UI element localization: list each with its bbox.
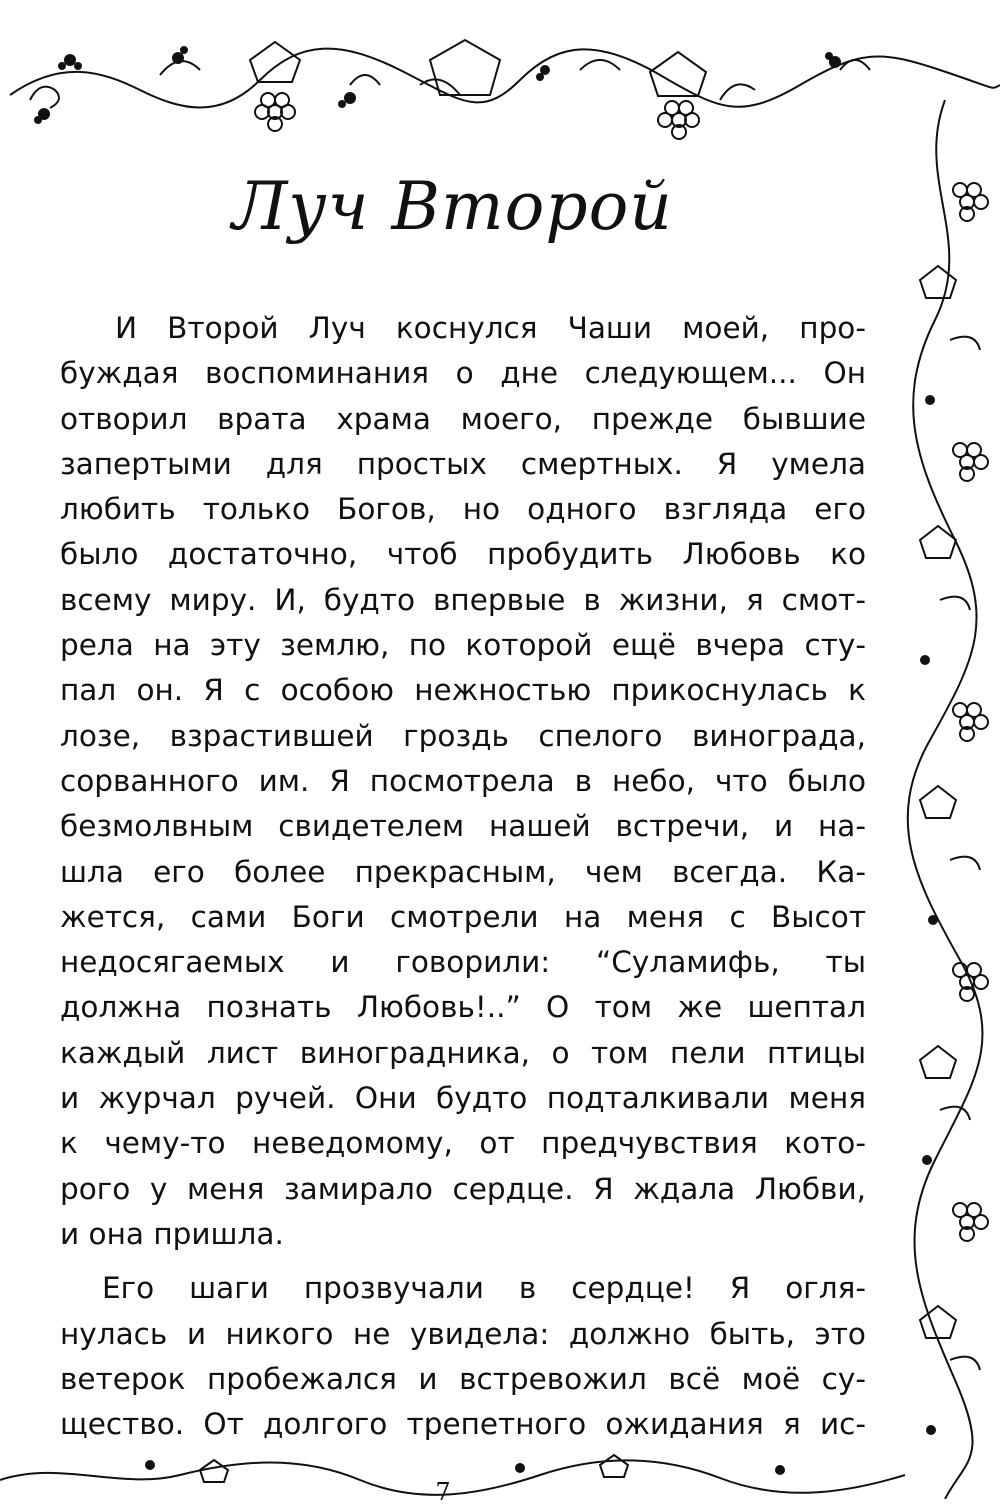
- text-line: было достаточно, чтоб пробудить Любовь ко: [60, 537, 866, 572]
- grapevine-top-border-icon: [0, 0, 1000, 150]
- grapevine-right-border-icon: [905, 100, 1000, 1499]
- text-line: безмолвным свидетелем нашей встречи, и на-: [60, 809, 866, 844]
- page-number: 7: [435, 1478, 451, 1506]
- text-line: и журчал ручей. Они будто подталкивали меня: [60, 1081, 866, 1116]
- text-line: каждый лист виноградника, о том пели птицы: [60, 1035, 866, 1070]
- text-line: и она пришла.: [60, 1216, 284, 1251]
- text-line: сорванного им. Я посмотрела в небо, что было: [60, 763, 866, 798]
- text-line: недосягаемых и говорили: “Суламифь, ты: [60, 945, 866, 980]
- chapter-title: Луч Второй: [232, 168, 673, 245]
- paragraph-1: [60, 306, 866, 1257]
- text-line: любить только Богов, но одного взгляда его: [60, 492, 866, 527]
- text-line: лозе, взрастившей гроздь спелого винограда,: [60, 718, 866, 753]
- text-line: должна познать Любовь!..” О том же шептал: [60, 990, 866, 1025]
- grapevine-bottom-border-icon: [0, 1440, 1000, 1499]
- text-line: шла его более прекрасным, чем всегда. Ка-: [60, 854, 866, 889]
- text-line: нулась и никого не увидела: должно быть, это: [60, 1316, 866, 1351]
- paragraph-2: [60, 1266, 866, 1447]
- paragraph-gap: [60, 1257, 866, 1266]
- text-line: запертыми для простых смертных. Я умела: [60, 446, 866, 481]
- text-line: ветерок пробежался и встревожил всё моё су-: [60, 1361, 866, 1396]
- text-line: рого у меня замирало сердце. Я ждала Любви,: [60, 1171, 866, 1206]
- text-line: к чему-то неведомому, от предчувствия кото-: [60, 1126, 866, 1161]
- text-line: всему миру. И, будто впервые в жизни, я смот-: [60, 582, 866, 617]
- text-line: жется, сами Боги смотрели на меня с Высот: [60, 899, 866, 934]
- text-line: пал он. Я с особою нежностью прикоснулась к: [60, 673, 866, 708]
- text-line: рела на эту землю, по которой ещё вчера сту-: [60, 628, 866, 663]
- text-line: Его шаги прозвучали в сердце! Я огля-: [102, 1271, 866, 1306]
- text-line: щество. От долгого трепетного ожидания я ис-: [60, 1407, 866, 1442]
- body-text: [60, 306, 866, 1447]
- text-line: отворил врата храма моего, прежде бывшие: [60, 401, 866, 436]
- text-line: буждая воспоминания о дне следующем... Он: [60, 356, 866, 391]
- text-line: И Второй Луч коснулся Чаши моей, про-: [115, 311, 866, 345]
